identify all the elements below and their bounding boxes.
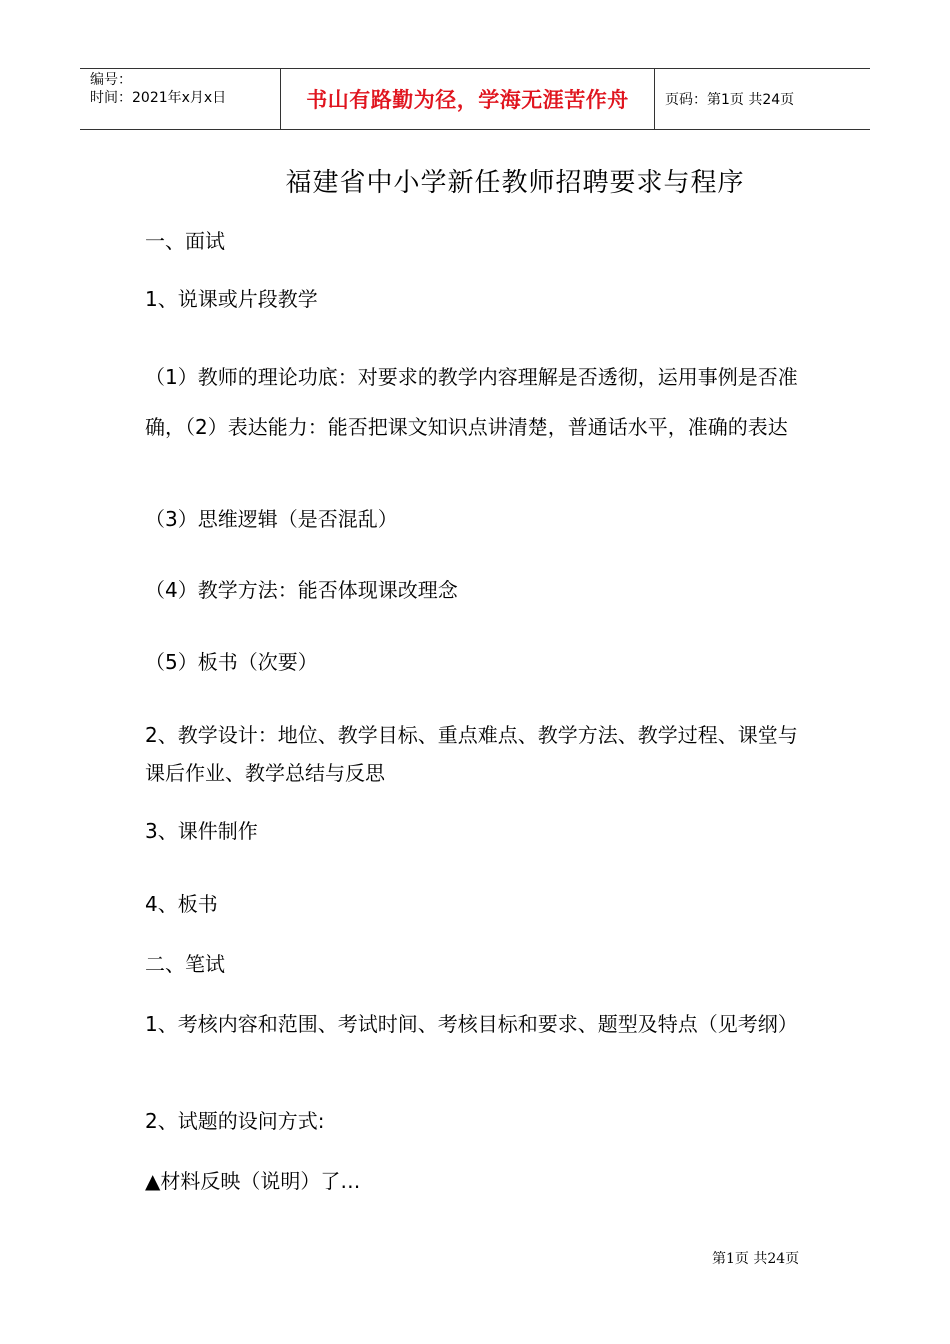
number-label: 编号： (90, 72, 132, 88)
paragraph: （1）教师的理论功底：对要求的教学内容理解是否透彻，运用事例是否准确，（2）表达能力：能否把课文知识点讲清楚，普通话水平，准确的表达 (145, 365, 798, 439)
paragraph: 3、课件制作 (145, 819, 258, 843)
paragraph: （3）思维逻辑（是否混乱） (145, 507, 398, 531)
paragraph: 1、考核内容和范围、考试时间、考核目标和要求、题型及特点（见考纲） (145, 1012, 798, 1036)
time-label: 时间：2021年x月x日 (90, 90, 227, 106)
paragraph: ▲材料反映（说明）了… (145, 1169, 361, 1193)
paragraph: （4）教学方法：能否体现课改理念 (145, 578, 458, 602)
paragraph: （5）板书（次要） (145, 650, 318, 674)
header-motto-cell (281, 69, 655, 129)
header-meta (80, 69, 281, 129)
header-page-cell (655, 69, 870, 129)
paragraph: 2、教学设计：地位、教学目标、重点难点、教学方法、教学过程、课堂与课后作业、教学总结与反思 (145, 723, 798, 785)
section-heading-written: 二、笔试 (145, 952, 225, 976)
page-footer: 第1页 共24页 (712, 1251, 800, 1267)
paragraph: 1、说课或片段教学 (145, 287, 318, 311)
paragraph: 4、板书 (145, 892, 218, 916)
page-label: 页码：第1页 共24页 (665, 92, 795, 108)
section-heading-interview: 一、面试 (145, 229, 225, 253)
page-header (80, 68, 870, 130)
motto-text: 书山有路勤为径，学海无涯苦作舟 (306, 88, 629, 112)
paragraph: 2、试题的设问方式: (145, 1109, 325, 1133)
document-title: 福建省中小学新任教师招聘要求与程序 (285, 168, 745, 198)
